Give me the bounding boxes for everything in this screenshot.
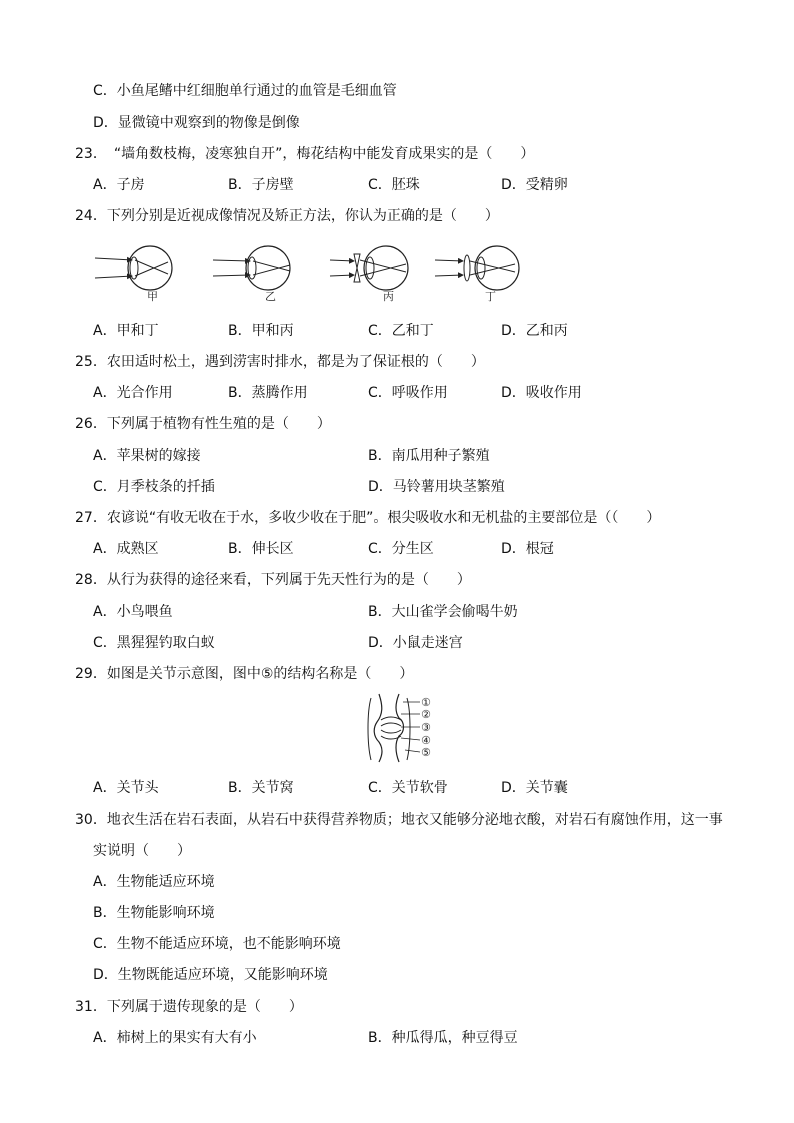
q30-option-d: D．生物既能适应环境，又能影响环境 — [93, 967, 328, 983]
q31-option-b: B．种瓜得瓜，种豆得豆 — [368, 1030, 518, 1046]
q24-stem: 24．下列分别是近视成像情况及矫正方法，你认为正确的是（ ） — [75, 208, 499, 224]
q23-stem: 23． “墙角数枝梅，凌寒独自开”，梅花结构中能发育成果实的是（ ） — [75, 146, 535, 162]
eye-label-ding: 丁 — [485, 290, 496, 303]
q23-option-d: D．受精卵 — [501, 177, 568, 193]
q28-option-b: B．大山雀学会偷喝牛奶 — [368, 604, 518, 620]
eye-diagram-ding — [435, 246, 519, 303]
q28-option-d: D．小鼠走迷宫 — [368, 635, 463, 651]
q26-option-a: A．苹果树的嫁接 — [93, 448, 201, 464]
q26-option-c: C．月季枝条的扦插 — [93, 479, 215, 495]
q27-option-d: D．根冠 — [501, 541, 554, 557]
joint-label-4: ④ — [421, 734, 431, 747]
q31-option-a: A．柿树上的果实有大有小 — [93, 1030, 257, 1046]
q30-stem-line1: 30．地衣生活在岩石表面，从岩石中获得营养物质；地衣又能够分泌地衣酸，对岩石有腐蚀作用，这一事 — [75, 812, 723, 828]
q23-option-a: A．子房 — [93, 177, 145, 193]
q30-option-c: C．生物不能适应环境，也不能影响环境 — [93, 936, 341, 952]
eye-diagrams-figure — [90, 238, 520, 308]
eye-diagram-bing — [330, 246, 408, 303]
q22-option-c: C．小鱼尾鳍中红细胞单行通过的血管是毛细血管 — [93, 83, 397, 99]
joint-label-2: ② — [421, 708, 431, 721]
eye-label-jia: 甲 — [147, 290, 158, 303]
q27-option-c: C．分生区 — [368, 541, 434, 557]
q24-option-b: B．甲和丙 — [228, 323, 294, 339]
q22-option-d: D．显微镜中观察到的物像是倒像 — [93, 115, 300, 131]
q28-option-c: C．黑猩猩钓取白蚁 — [93, 635, 215, 651]
q25-stem: 25．农田适时松土，遇到涝害时排水，都是为了保证根的（ ） — [75, 354, 485, 370]
q24-option-d: D．乙和丙 — [501, 323, 568, 339]
q27-option-b: B．伸长区 — [228, 541, 294, 557]
joint-label-3: ③ — [421, 721, 431, 734]
q29-option-c: C．关节软骨 — [368, 780, 448, 796]
q28-stem: 28．从行为获得的途径来看，下列属于先天性行为的是（ ） — [75, 572, 471, 588]
eye-diagram-jia — [95, 246, 172, 303]
q25-option-c: C．呼吸作用 — [368, 385, 448, 401]
joint-label-5: ⑤ — [421, 746, 431, 759]
q26-option-b: B．南瓜用种子繁殖 — [368, 448, 490, 464]
q25-option-d: D．吸收作用 — [501, 385, 582, 401]
q29-stem: 29．如图是关节示意图，图中⑤的结构名称是（ ） — [75, 666, 414, 682]
q28-option-a: A．小鸟喂鱼 — [93, 604, 173, 620]
q25-option-b: B．蒸腾作用 — [228, 385, 308, 401]
q29-option-a: A．关节头 — [93, 780, 159, 796]
q31-stem: 31．下列属于遗传现象的是（ ） — [75, 999, 303, 1015]
q27-stem: 27．农谚说“有收无收在于水，多收少收在于肥”。根尖吸收水和无机盐的主要部位是（（ ） — [75, 510, 661, 526]
q23-option-b: B．子房壁 — [228, 177, 294, 193]
eye-label-yi: 乙 — [265, 290, 276, 303]
q24-option-a: A．甲和丁 — [93, 323, 159, 339]
q24-option-c: C．乙和丁 — [368, 323, 434, 339]
q27-option-a: A．成熟区 — [93, 541, 159, 557]
q30-option-a: A．生物能适应环境 — [93, 874, 215, 890]
q29-option-b: B．关节窝 — [228, 780, 294, 796]
eye-label-bing: 丙 — [383, 290, 394, 303]
q30-stem-line2: 实说明（ ） — [93, 843, 191, 859]
q26-option-d: D．马铃薯用块茎繁殖 — [368, 479, 505, 495]
q23-option-c: C．胚珠 — [368, 177, 420, 193]
joint-diagram-figure — [365, 692, 435, 764]
q29-option-d: D．关节囊 — [501, 780, 568, 796]
q26-stem: 26．下列属于植物有性生殖的是（ ） — [75, 416, 331, 432]
eye-diagram-yi — [213, 246, 290, 303]
q25-option-a: A．光合作用 — [93, 385, 173, 401]
q30-option-b: B．生物能影响环境 — [93, 905, 215, 921]
joint-label-1: ① — [421, 696, 431, 709]
